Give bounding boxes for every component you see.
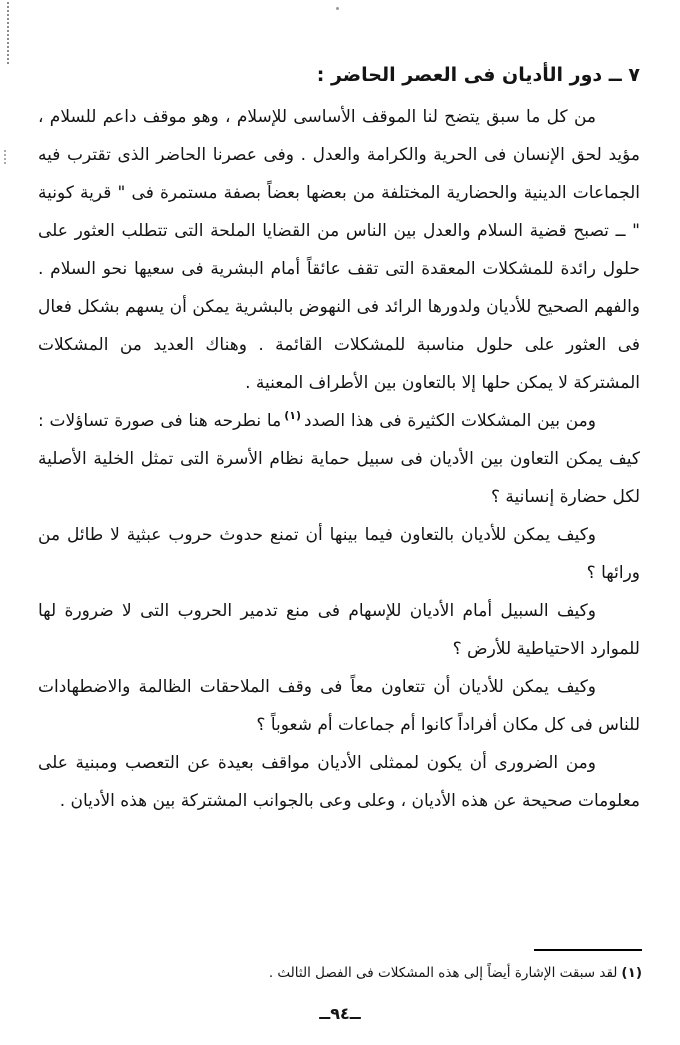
- footnote-marker: (١): [621, 965, 642, 981]
- page-title: ٧ ــ دور الأديان فى العصر الحاضر :: [316, 64, 640, 86]
- paragraph-2-text-after: ما نطرحه هنا فى صورة تساؤلات : كيف يمكن التعاون بين الأديان فى سبيل حماية نظام الأسرة التى تمثل الخلية الأصلية لكل حضارة إنسانية ؟: [38, 411, 640, 507]
- scan-artifact-dot: [336, 7, 339, 10]
- paragraph-5: وكيف يمكن للأديان أن تتعاون معاً فى وقف الملاحقات الظالمة والاضطهادات للناس فى كل مكان أفراداً كانوا أم جماعات أم شعوباً ؟: [38, 677, 640, 735]
- scan-artifact-dots: [7, 2, 9, 64]
- page-number: ــ٩٤ــ: [319, 1004, 361, 1023]
- paragraph-2-text-before: ومن بين المشكلات الكثيرة فى هذا الصدد: [304, 411, 596, 431]
- footnote: [38, 961, 642, 985]
- scan-artifact-dots: [4, 150, 6, 164]
- paragraph-4: وكيف السبيل أمام الأديان للإسهام فى منع تدمير الحروب التى لا ضرورة لها للموارد الاحتياطية للأرض ؟: [38, 601, 640, 659]
- body-text: [38, 98, 640, 820]
- footnote-separator-rule: [534, 949, 642, 951]
- footnote-text: لقد سبقت الإشارة أيضاً إلى هذه المشكلات فى الفصل الثالث .: [268, 965, 618, 981]
- paragraph-3: وكيف يمكن للأديان بالتعاون فيما بينها أن تمنع حدوث حروب عبثية لا طائل من ورائها ؟: [38, 525, 640, 583]
- footnote-reference-marker: (١): [284, 409, 301, 423]
- paragraph-2: [38, 402, 640, 516]
- paragraph-6: ومن الضرورى أن يكون لممثلى الأديان مواقف بعيدة عن التعصب ومبنية على معلومات صحيحة عن هذه الأديان ، وعلى وعى بالجوانب المشتركة بين هذه الأديان .: [38, 753, 640, 811]
- paragraph-1: من كل ما سبق يتضح لنا الموقف الأساسى للإسلام ، وهو موقف داعم للسلام ، مؤيد لحق الإنسان فى الحرية والكرامة والعدل . وفى عصرنا الحاضر الذى تقترب فيه الجماعات الدينية والحضارية المختلفة من بعضها بعضاً بصفة مستمرة فى " قرية كونية " ــ تصبح قضية السلام والعدل بين الناس من القضايا الملحة التى تتطلب العثور على حلول رائدة للمشكلات المعقدة التى تقف عائقاً أمام البشرية فى سعيها نحو السلام . والفهم الصحيح للأديان ولدورها الرائد فى النهوض بالبشرية يمكن أن يسهم بشكل فعال فى العثور على حلول مناسبة للمشكلات القائمة . وهناك العديد من المشكلات المشتركة لا يمكن حلها إلا بالتعاون بين الأطراف المعنية .: [38, 107, 640, 393]
